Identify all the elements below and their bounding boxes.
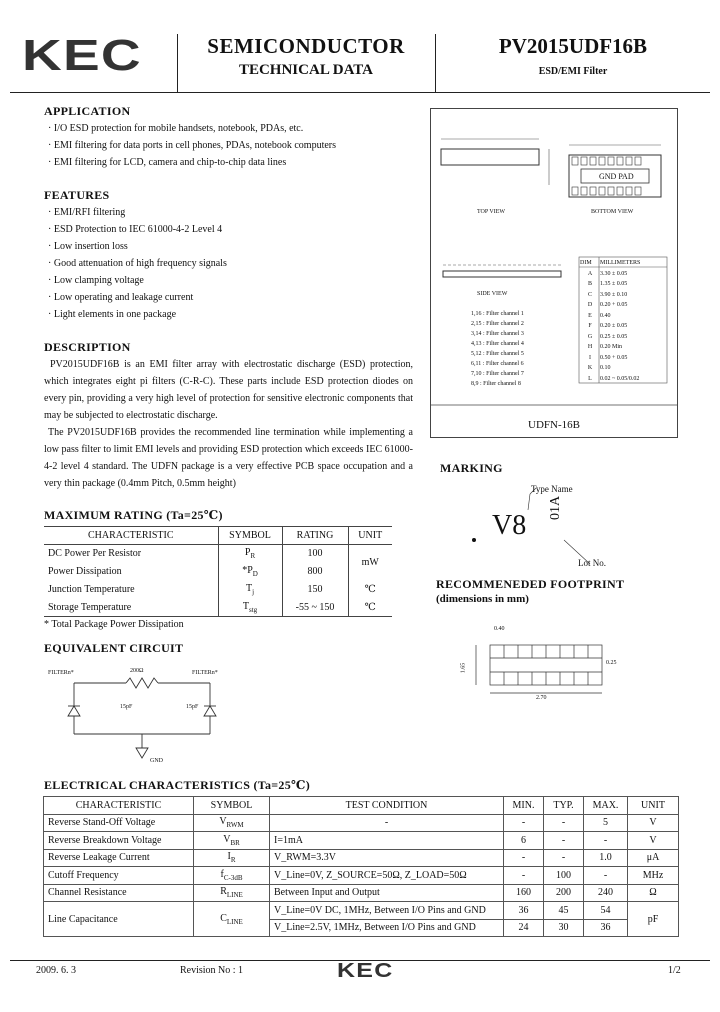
- max-rating-char: Junction Temperature: [44, 581, 218, 599]
- max-rating-title: MAXIMUM RATING (Ta=25℃): [44, 508, 223, 522]
- pin-entry: 4,13 : Filter channel 4: [471, 341, 524, 347]
- dim-row: K 0.10: [587, 365, 611, 371]
- table-row: [44, 563, 392, 581]
- electrical-header-row: [44, 797, 679, 815]
- dim-row: G 0.25 ± 0.05: [587, 333, 628, 340]
- feature-item: · ESD Protection to IEC 61000-4-2 Level 4: [48, 224, 223, 235]
- dim-row: L 0.02 ~ 0.05/0.02: [588, 375, 640, 382]
- dim-table: [580, 258, 666, 384]
- pin-list: [471, 309, 524, 389]
- max-rating-unit: ℃: [364, 601, 376, 613]
- bottom-view-label: BOTTOM VIEW: [591, 209, 634, 215]
- dim-header: MILLIMETERS: [600, 260, 641, 266]
- max-rating-char: Power Dissipation: [44, 563, 218, 581]
- max-rating-symbol: $P_R$: [218, 545, 282, 563]
- footer-date: 2009. 6. 3: [36, 965, 76, 976]
- footer-revision: Revision No : 1: [180, 965, 244, 976]
- max-rating-header-row: [44, 527, 392, 545]
- max-rating-header: UNIT: [358, 530, 383, 541]
- table-row: V_Line=2.5V, 1MHz, Between I/O Pins and GND 24 30 36: [44, 919, 679, 937]
- max-rating-value: 800: [282, 563, 348, 581]
- max-rating-char: DC Power Per Resistor: [44, 545, 218, 563]
- description-paragraph-2: The PV2015UDF16B provides the recommended line termination while implementing a low pass filter to limit EMI levels and providing ESD protection which exceeds IEC 61000-4-2 level 4 standard. The UDFN package is a very effective PCB space occupation and a very thin package (0.4mm Pitch, 0.5mm height): [44, 427, 413, 489]
- electrical-header: SYMBOL: [194, 797, 270, 815]
- table-row: Reverse Stand-Off Voltage $V_{RWM}$ - - - 5 V: [44, 814, 679, 832]
- equivalent-circuit-diagram: [44, 668, 244, 778]
- circuit-resistor-label: 200Ω: [130, 668, 144, 674]
- application-item: · I/O ESD protection for mobile handsets, notebook, PDAs, etc.: [48, 123, 304, 134]
- pin-entry: 8,9 : Filter channel 8: [471, 381, 521, 387]
- footprint-drawing: [460, 625, 610, 705]
- pin-entry: 5,12 : Filter channel 5: [471, 351, 524, 357]
- application-title: APPLICATION: [44, 104, 131, 118]
- max-rating-header: RATING: [282, 527, 348, 545]
- footprint-height-dim: 1.65: [460, 662, 467, 674]
- marking-lot-code: 01A: [548, 495, 563, 520]
- description-paragraph-1: PV2015UDF16B is an EMI filter array with electrostatic discharge (ESD) protection, which integrates eight pi filters (C-R-C). These parts include ESD protection diodes on every pin, providing a very high level of protection for sensitive electronic components that may be subjected to electrostatic discharge.: [44, 359, 413, 421]
- dim-row: A 3.30 ± 0.05: [587, 270, 628, 277]
- circuit-gnd-label: GND: [150, 758, 163, 764]
- features-title: FEATURES: [44, 188, 110, 202]
- feature-item: · Low operating and leakage current: [48, 292, 194, 303]
- max-rating-unit: mW: [361, 557, 379, 569]
- dim-row: H 0.20 Min: [587, 344, 623, 350]
- max-rating-char: Storage Temperature: [44, 599, 218, 617]
- header-title: SEMICONDUCTOR: [207, 34, 405, 58]
- footprint-title: RECOMMENEDED FOOTPRINT: [436, 577, 625, 591]
- marking-type-name-label: Type Name: [531, 484, 573, 494]
- package-name: UDFN-16B: [528, 419, 580, 431]
- application-item: · EMI filtering for data ports in cell phones, PDAs, notebook computers: [48, 140, 337, 151]
- max-rating-value: 150: [282, 581, 348, 599]
- marking-lot-no-label: Lot No.: [578, 558, 606, 568]
- dim-row: D 0.20 + 0.05: [587, 302, 628, 308]
- circuit-filter-in-label: FILTERn*: [48, 670, 74, 676]
- header-subtitle: TECHNICAL DATA: [238, 62, 374, 78]
- electrical-header: MAX.: [584, 797, 628, 815]
- circuit-cap2-label: 15pF: [186, 704, 199, 710]
- circuit-filter-out-label: FILTERn*: [192, 670, 218, 676]
- table-row: [44, 545, 392, 563]
- footprint-subtitle: (dimensions in mm): [436, 593, 529, 605]
- pin-entry: 2,15 : Filter channel 2: [471, 321, 524, 327]
- table-row: Channel Resistance $R_{LINE}$ Between Input and Output 160 200 240 Ω: [44, 884, 679, 902]
- kec-logo: KEC: [22, 31, 142, 80]
- feature-item: · Low clamping voltage: [48, 275, 144, 286]
- side-view-label: SIDE VIEW: [477, 291, 508, 297]
- part-number: PV2015UDF16B: [498, 34, 648, 58]
- table-row: [44, 599, 392, 617]
- electrical-header: TEST CONDITION: [270, 797, 504, 815]
- part-description: ESD/EMI Filter: [538, 66, 608, 77]
- electrical-header: MIN.: [504, 797, 544, 815]
- table-row: [44, 581, 392, 599]
- feature-item: · Light elements in one package: [48, 309, 177, 320]
- max-rating-symbol: $T_j$: [218, 581, 282, 599]
- footprint-pad-dim: 0.25: [606, 660, 617, 666]
- footer-kec-logo: KEC: [337, 960, 394, 982]
- pin-entry: 3,14 : Filter channel 3: [471, 331, 524, 337]
- dim-header: DIM: [580, 260, 592, 266]
- package-drawing-frame: [430, 108, 678, 438]
- table-row: Cutoff Frequency $f_{C-3dB}$ V_Line=0V, Z_SOURCE=50Ω, Z_LOAD=50Ω - 100 - MHz: [44, 867, 679, 885]
- max-rating-value: -55 ~ 150: [282, 599, 348, 617]
- pin-entry: 6,11 : Filter channel 6: [471, 361, 524, 367]
- max-rating-unit: ℃: [364, 584, 376, 595]
- table-row: Reverse Breakdown Voltage $V_{BR}$ I=1mA 6 - - V: [44, 832, 679, 850]
- marking-title: MARKING: [440, 461, 503, 475]
- max-rating-header: SYMBOL: [218, 527, 282, 545]
- pin-entry: 7,10 : Filter channel 7: [471, 371, 524, 377]
- max-rating-header: CHARACTERISTIC: [44, 527, 218, 545]
- dim-row: B 1.35 ± 0.05: [587, 281, 628, 287]
- description-title: DESCRIPTION: [44, 340, 131, 354]
- electrical-header: TYP.: [544, 797, 584, 815]
- max-rating-symbol: $*P_D$: [218, 563, 282, 581]
- dim-row: F 0.20 ± 0.05: [588, 323, 628, 329]
- circuit-title: EQUIVALENT CIRCUIT: [44, 641, 184, 655]
- electrical-title: ELECTRICAL CHARACTERISTICS (Ta=25℃): [44, 778, 310, 792]
- application-item: · EMI filtering for LCD, camera and chip-to-chip data lines: [48, 157, 287, 168]
- footprint-width-dim: 2.70: [536, 695, 547, 701]
- footprint-pitch-dim: 0.40: [494, 626, 505, 632]
- table-row: Line Capacitance $C_{LINE}$ V_Line=0V DC, 1MHz, Between I/O Pins and GND 36 45 54 pF: [44, 902, 679, 920]
- marking-code: V8: [492, 510, 527, 541]
- electrical-header: UNIT: [628, 797, 679, 815]
- feature-item: · Good attenuation of high frequency signals: [48, 258, 227, 269]
- feature-item: · Low insertion loss: [48, 241, 128, 252]
- electrical-header: CHARACTERISTIC: [44, 797, 194, 815]
- table-row: Reverse Leakage Current $I_R$ V_RWM=3.3V - - 1.0 μA: [44, 849, 679, 867]
- dim-row: C 3.90 ± 0.10: [587, 291, 628, 298]
- max-rating-table: [44, 526, 392, 617]
- max-rating-value: 100: [282, 545, 348, 563]
- gnd-pad-label: GND PAD: [599, 172, 634, 181]
- dim-row: I 0.50 + 0.05: [589, 354, 628, 361]
- footer-page-number: 1/2: [668, 965, 681, 976]
- max-rating-symbol: $T_{stg}$: [218, 599, 282, 617]
- electrical-table: [43, 796, 679, 937]
- top-view-label: TOP VIEW: [477, 209, 506, 215]
- dim-row: E 0.40: [588, 312, 611, 319]
- pin-entry: 1,16 : Filter channel 1: [471, 311, 524, 317]
- circuit-cap1-label: 15pF: [120, 704, 133, 710]
- max-rating-note: * Total Package Power Dissipation: [44, 619, 184, 630]
- feature-item: · EMI/RFI filtering: [48, 207, 126, 218]
- header-rule: [10, 92, 710, 93]
